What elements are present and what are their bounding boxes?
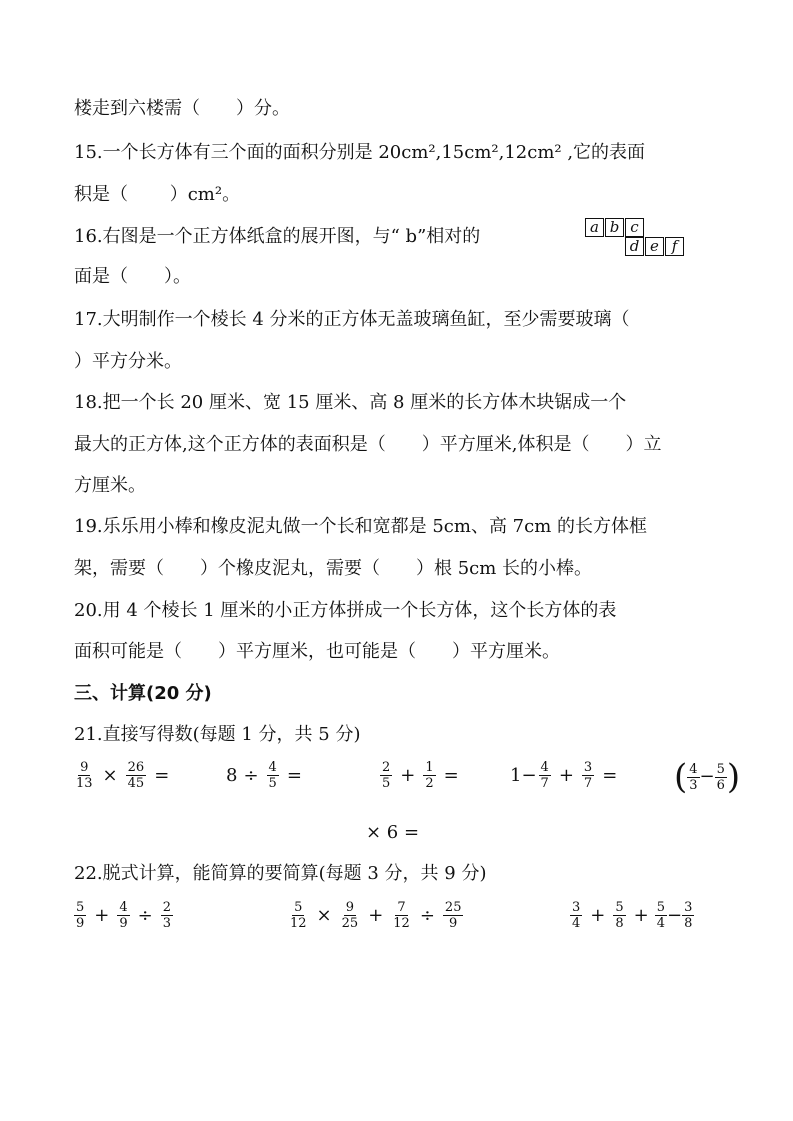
q21-expr-5-tail: × 6 = bbox=[366, 822, 420, 843]
fraction: $\frac{5}{8}$ bbox=[615, 900, 624, 931]
fraction: $\frac{5}{4}$ bbox=[656, 900, 666, 931]
fraction: $\frac{7}{12}$ bbox=[393, 900, 410, 931]
question-16-line1: 16.右图是一个正方体纸盒的展开图，与“ b”相对的 bbox=[74, 226, 481, 247]
net-cell-b: b bbox=[605, 218, 624, 237]
net-cell-c: c bbox=[625, 218, 644, 237]
question-16-line2: 面是（ ）。 bbox=[74, 266, 191, 287]
question-20-line2: 面积可能是（ ）平方厘米，也可能是（ ）平方厘米。 bbox=[74, 641, 560, 662]
minus-sign: − bbox=[667, 904, 683, 926]
fraction: $\frac{3}{7}$ bbox=[583, 760, 593, 791]
minus-sign: − bbox=[521, 764, 537, 786]
fraction: $\frac{4}{5}$ bbox=[268, 760, 277, 791]
divide-sign: ÷ bbox=[419, 904, 435, 926]
question-21-title: 21.直接写得数(每题 1 分，共 5 分) bbox=[74, 724, 361, 745]
fraction: $\frac{26}{45}$ bbox=[127, 760, 145, 791]
question-19-line2: 架，需要（ ）个橡皮泥丸，需要（ ）根 5cm 长的小棒。 bbox=[74, 558, 593, 579]
question-18-line3: 方厘米。 bbox=[74, 475, 146, 496]
plus-sign: + bbox=[94, 904, 110, 926]
question-15-line1: 15.一个长方体有三个面的面积分别是 20cm²,15cm²,12cm² ,它的表面 bbox=[74, 142, 646, 163]
equals-sign: = bbox=[286, 764, 302, 786]
fraction: $\frac{25}{9}$ bbox=[444, 900, 462, 931]
divide-sign: ÷ bbox=[137, 904, 153, 926]
line-q14-end: 楼走到六楼需（ ）分。 bbox=[74, 98, 290, 119]
question-18-line2: 最大的正方体,这个正方体的表面积是（ ）平方厘米,体积是（ ）立 bbox=[74, 434, 662, 455]
equals-sign: = bbox=[154, 764, 170, 786]
q21-expr-2 bbox=[226, 760, 308, 791]
net-cell-f: f bbox=[665, 237, 684, 256]
question-22-title: 22.脱式计算，能简算的要简算(每题 3 分，共 9 分) bbox=[74, 863, 487, 884]
right-paren: ) bbox=[726, 757, 741, 797]
q22-expr-2 bbox=[286, 900, 465, 931]
fraction: $\frac{3}{4}$ bbox=[572, 900, 581, 931]
q21-expr-5 bbox=[674, 757, 741, 797]
fraction: $\frac{9}{13}$ bbox=[76, 760, 93, 791]
times-sign: × bbox=[316, 904, 332, 926]
fraction: $\frac{2}{3}$ bbox=[162, 900, 172, 931]
q22-expr-1 bbox=[72, 900, 175, 931]
fraction: $\frac{4}{7}$ bbox=[540, 760, 549, 791]
fraction: $\frac{2}{5}$ bbox=[382, 760, 391, 791]
cube-net-diagram bbox=[585, 218, 695, 258]
question-17-line1: 17.大明制作一个棱长 4 分米的正方体无盖玻璃鱼缸，至少需要玻璃（ bbox=[74, 309, 630, 330]
q21-expr-4 bbox=[510, 760, 623, 791]
fraction: $\frac{9}{25}$ bbox=[341, 900, 359, 931]
fraction: $\frac{5}{12}$ bbox=[290, 900, 307, 931]
fraction: $\frac{1}{2}$ bbox=[425, 760, 434, 791]
fraction: $\frac{5}{6}$ bbox=[716, 761, 725, 793]
question-15-line2: 积是（ ）cm²。 bbox=[74, 184, 241, 205]
plus-sign: + bbox=[368, 904, 384, 926]
fraction: $\frac{4}{9}$ bbox=[119, 900, 128, 931]
q21-expr-3 bbox=[378, 760, 465, 791]
question-17-line2: ）平方分米。 bbox=[74, 351, 182, 372]
divide-sign: ÷ bbox=[243, 764, 259, 786]
plus-sign: + bbox=[633, 904, 649, 926]
section-3-heading: 三、计算(20 分) bbox=[74, 683, 212, 704]
equals-sign: = bbox=[602, 764, 618, 786]
plus-sign: + bbox=[400, 764, 416, 786]
question-20-line1: 20.用 4 个棱长 1 厘米的小正方体拼成一个长方体，这个长方体的表 bbox=[74, 600, 617, 621]
net-cell-d: d bbox=[625, 237, 644, 256]
equals-sign: = bbox=[443, 764, 459, 786]
plus-sign: + bbox=[558, 764, 574, 786]
question-19-line1: 19.乐乐用小棒和橡皮泥丸做一个长和宽都是 5cm、高 7cm 的长方体框 bbox=[74, 516, 647, 537]
fraction: $\frac{4}{3}$ bbox=[689, 761, 698, 793]
whole-number: 1 bbox=[510, 764, 522, 786]
question-18-line1: 18.把一个长 20 厘米、宽 15 厘米、高 8 厘米的长方体木块锯成一个 bbox=[74, 392, 627, 413]
left-paren: ( bbox=[674, 757, 688, 797]
fraction: $\frac{3}{8}$ bbox=[684, 900, 693, 931]
minus-sign: − bbox=[699, 766, 715, 787]
whole-number: 8 bbox=[226, 764, 238, 786]
net-cell-a: a bbox=[585, 218, 604, 237]
net-cell-e: e bbox=[645, 237, 664, 256]
times-sign: × bbox=[102, 764, 118, 786]
plus-sign: + bbox=[590, 904, 606, 926]
q21-expr-1 bbox=[72, 760, 175, 791]
q22-expr-3 bbox=[568, 900, 694, 931]
fraction: $\frac{5}{9}$ bbox=[76, 900, 85, 931]
